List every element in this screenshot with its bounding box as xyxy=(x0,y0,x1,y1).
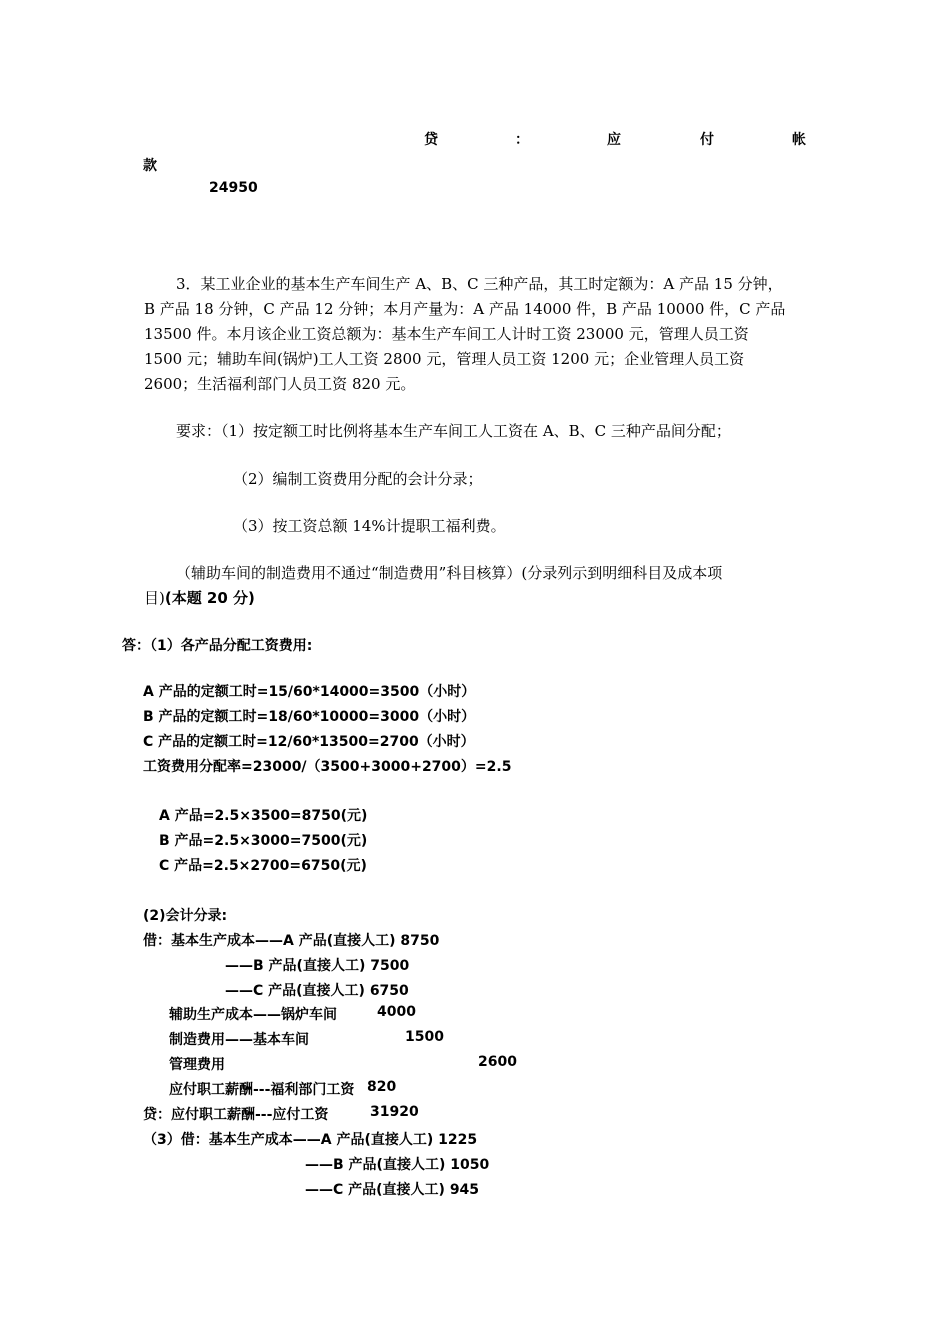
allocation-c: C 产品=2.5×2700=6750(元) xyxy=(159,858,367,874)
credit-amount: 24950 xyxy=(209,180,258,196)
credit-char-2: ： xyxy=(515,132,529,148)
entry-aux-label: 辅助生产成本——锅炉车间 xyxy=(169,1007,337,1023)
entry-welfare-amount: 820 xyxy=(367,1079,397,1095)
part3-debit-c: ——C 产品(直接人工) 945 xyxy=(305,1182,480,1198)
credit-char-5: 帐 xyxy=(792,132,806,148)
score-note: (本题 20 分) xyxy=(164,589,255,607)
answer-heading: 答：（1）各产品分配工资费用: xyxy=(122,638,313,654)
part3-debit-a: （3）借：基本生产成本——A 产品(直接人工) 1225 xyxy=(143,1132,478,1148)
allocation-rate: 工资费用分配率=23000/（3500+3000+2700）=2.5 xyxy=(143,759,512,775)
credit-char-4: 付 xyxy=(700,132,714,148)
requirement-1: 要求：（1）按定额工时比例将基本生产车间工人工资在 A、B、C 三种产品间分配； xyxy=(176,422,731,440)
question-line-2: B 产品 18 分钟，C 产品 12 分钟；本月产量为：A 产品 14000 件，B 产品 10000 件，C 产品 xyxy=(144,300,786,318)
entry-welfare-label: 应付职工薪酬---福利部门工资 xyxy=(169,1082,355,1098)
entry-mgmt-label: 管理费用 xyxy=(169,1057,225,1073)
requirement-3: （3）按工资总额 14%计提职工福利费。 xyxy=(233,517,506,535)
question-line-1: 3．某工业企业的基本生产车间生产 A、B、C 三种产品，其工时定额为：A 产品 15 分钟， xyxy=(176,275,783,293)
note-text: 目) xyxy=(144,589,165,607)
credit-char-3: 应 xyxy=(607,132,621,148)
entry-credit-label: 贷：应付职工薪酬---应付工资 xyxy=(143,1107,329,1123)
credit-char-1: 贷 xyxy=(424,132,438,148)
allocation-b: B 产品=2.5×3000=7500(元) xyxy=(159,833,368,849)
question-line-3: 13500 件。本月该企业工资总额为：基本生产车间工人计时工资 23000 元，管理人员工资 xyxy=(144,325,749,343)
entry-debit-b: ——B 产品(直接人工) 7500 xyxy=(225,958,410,974)
entry-mgmt-amount: 2600 xyxy=(478,1054,517,1070)
entry-credit-amount: 31920 xyxy=(370,1104,419,1120)
entry-mfg-amount: 1500 xyxy=(405,1029,444,1045)
entry-debit-c: ——C 产品(直接人工) 6750 xyxy=(225,983,409,999)
entry-title: (2)会计分录: xyxy=(143,908,228,924)
note-line-2 xyxy=(144,587,255,608)
allocation-a: A 产品=2.5×3500=8750(元) xyxy=(159,808,368,824)
credit-char-cont: 款 xyxy=(143,158,157,174)
entry-aux-amount: 4000 xyxy=(377,1004,416,1020)
hours-line-a: A 产品的定额工时=15/60*14000=3500（小时） xyxy=(143,684,476,700)
hours-line-c: C 产品的定额工时=12/60*13500=2700（小时） xyxy=(143,734,475,750)
question-line-5: 2600；生活福利部门人员工资 820 元。 xyxy=(144,375,416,393)
entry-mfg-label: 制造费用——基本车间 xyxy=(169,1032,309,1048)
hours-line-b: B 产品的定额工时=18/60*10000=3000（小时） xyxy=(143,709,476,725)
entry-debit-a: 借：基本生产成本——A 产品(直接人工) 8750 xyxy=(143,933,440,949)
note-line-1: （辅助车间的制造费用不通过“制造费用”科目核算）(分录列示到明细科目及成本项 xyxy=(176,564,723,582)
part3-debit-b: ——B 产品(直接人工) 1050 xyxy=(305,1157,490,1173)
requirement-2: （2）编制工资费用分配的会计分录； xyxy=(233,470,483,488)
question-line-4: 1500 元；辅助车间(锅炉)工人工资 2800 元，管理人员工资 1200 元；企业管理人员工资 xyxy=(144,350,745,368)
